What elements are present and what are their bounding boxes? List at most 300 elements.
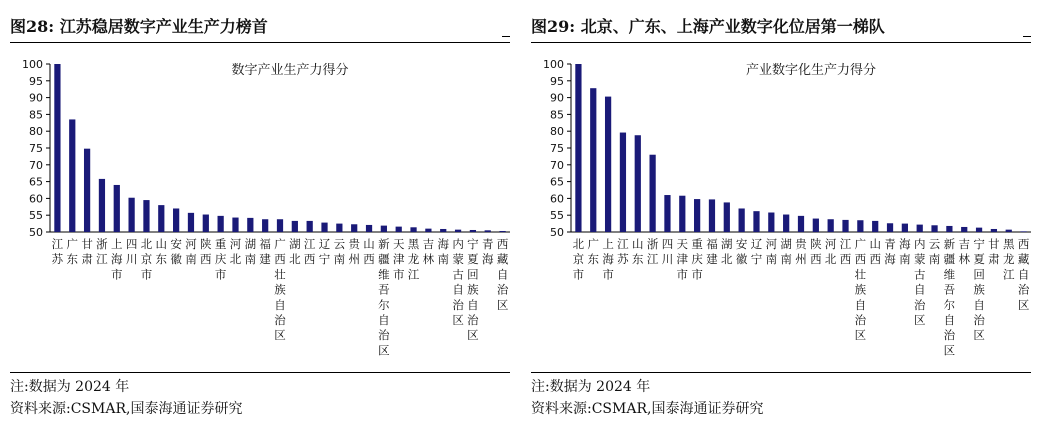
x-tick-char: 广	[66, 237, 79, 251]
x-tick-char: 古	[913, 267, 926, 282]
x-tick-char: 上	[602, 237, 614, 251]
x-tick-label	[67, 237, 79, 266]
x-tick-label	[973, 237, 985, 342]
x-tick-char: 藏	[1017, 252, 1030, 267]
x-tick-char: 宁	[467, 237, 479, 251]
x-tick-label	[929, 237, 941, 266]
x-tick-char: 北	[289, 252, 301, 267]
x-tick-char: 安	[735, 237, 748, 251]
x-tick-label	[677, 237, 689, 281]
x-tick-label	[602, 237, 614, 281]
x-tick-label	[869, 237, 881, 266]
x-tick-label	[647, 237, 659, 266]
x-tick-char: 西	[200, 252, 212, 267]
bar-青海	[485, 230, 491, 232]
x-tick-label	[855, 237, 867, 342]
x-tick-label	[156, 237, 168, 266]
x-tick-char: 区	[854, 328, 867, 343]
x-tick-char: 古	[452, 267, 464, 282]
x-tick-label	[245, 237, 257, 266]
y-tick-label: 95	[29, 74, 43, 88]
x-tick-char: 区	[1017, 297, 1030, 312]
x-tick-char: 西	[496, 237, 509, 251]
x-tick-char: 尔	[378, 297, 390, 312]
x-tick-char: 族	[467, 282, 479, 297]
x-tick-char: 陕	[200, 237, 212, 251]
x-tick-char: 海	[899, 237, 911, 251]
x-tick-char: 上	[111, 237, 123, 251]
bar-新疆维吾尔自治区	[381, 226, 387, 232]
x-tick-label	[884, 237, 896, 266]
bar-吉林	[961, 227, 967, 232]
note-rule	[531, 372, 1031, 373]
y-tick-label: 100	[22, 58, 43, 71]
x-tick-label	[215, 237, 227, 281]
x-tick-char: 江	[407, 267, 420, 282]
title-tick	[1023, 36, 1031, 37]
x-tick-char: 海	[111, 252, 123, 267]
bar-浙江	[649, 155, 655, 232]
x-tick-char: 海	[437, 237, 449, 251]
x-tick-char: 治	[854, 313, 867, 327]
x-tick-char: 湖	[289, 237, 301, 251]
bar-湖北	[724, 202, 730, 232]
bar-江西	[842, 220, 848, 232]
x-tick-label	[721, 237, 733, 266]
bar-辽宁	[753, 211, 759, 232]
x-tick-label	[467, 237, 479, 342]
bar-贵州	[351, 224, 357, 232]
x-tick-char: 龙	[407, 252, 420, 267]
x-tick-char: 市	[676, 267, 689, 282]
x-tick-char: 川	[661, 252, 674, 267]
y-tick-label: 65	[29, 175, 43, 189]
x-tick-char: 区	[943, 343, 956, 358]
x-tick-char: 内	[913, 237, 926, 251]
bar-山东	[158, 205, 164, 232]
x-tick-char: 山	[363, 237, 375, 251]
x-tick-char: 川	[125, 252, 138, 267]
figure-title: 图29: 北京、广东、上海产业数字化位居第一梯队	[531, 17, 885, 36]
x-tick-char: 河	[229, 237, 242, 251]
x-tick-label	[899, 237, 911, 266]
x-tick-char: 市	[140, 267, 153, 282]
x-tick-char: 南	[780, 252, 792, 267]
bar-甘肃	[991, 229, 997, 232]
x-tick-char: 黑	[1002, 237, 1015, 251]
y-tick-label: 65	[550, 175, 564, 189]
x-tick-char: 区	[452, 313, 464, 327]
x-tick-char: 宁	[750, 252, 763, 267]
y-tick-label: 75	[29, 142, 43, 155]
x-tick-char: 市	[111, 267, 123, 282]
bar-chart-industry-digitalization	[521, 48, 1041, 368]
x-tick-char: 徽	[735, 252, 748, 267]
x-tick-char: 内	[452, 237, 464, 251]
bar-青海	[887, 223, 893, 232]
bar-宁夏回族自治区	[976, 228, 982, 232]
x-tick-label	[751, 237, 763, 266]
x-tick-label	[766, 237, 778, 266]
bar-海南	[440, 229, 446, 232]
x-tick-char: 徽	[170, 252, 182, 267]
x-tick-char: 自	[913, 282, 926, 297]
bar-天津市	[679, 196, 685, 232]
figure-29-panel	[521, 0, 1041, 424]
x-tick-label	[662, 237, 674, 266]
x-tick-char: 自	[854, 297, 867, 312]
bar-内蒙古自治区	[455, 230, 461, 232]
x-tick-char: 江	[96, 252, 108, 267]
x-tick-label	[408, 237, 420, 281]
x-tick-label	[825, 237, 837, 266]
chart-title: 产业数字化生产力得分	[745, 63, 877, 78]
x-tick-char: 庆	[214, 252, 227, 267]
x-tick-char: 东	[155, 252, 168, 267]
x-tick-label	[319, 237, 331, 266]
x-tick-char: 安	[170, 237, 182, 251]
x-tick-char: 山	[155, 237, 168, 251]
x-tick-label	[52, 237, 64, 266]
x-tick-char: 南	[244, 252, 257, 267]
y-tick-label: 90	[29, 91, 43, 105]
x-tick-char: 维	[943, 267, 956, 282]
bar-广西壮族自治区	[857, 220, 863, 232]
y-tick-label: 60	[550, 192, 564, 206]
x-tick-char: 回	[467, 267, 479, 282]
x-tick-char: 浙	[646, 237, 659, 251]
x-tick-char: 自	[496, 267, 509, 282]
x-tick-char: 州	[348, 252, 360, 267]
bar-河北	[828, 219, 834, 232]
bar-西藏自治区	[499, 231, 505, 232]
x-tick-char: 浙	[96, 237, 108, 251]
x-tick-char: 治	[378, 328, 390, 343]
x-tick-label	[632, 237, 644, 266]
y-tick-label: 55	[29, 209, 43, 223]
y-tick-label: 100	[543, 58, 564, 71]
x-tick-char: 市	[392, 267, 405, 282]
x-tick-char: 西	[854, 252, 867, 267]
x-tick-char: 广	[274, 237, 286, 251]
x-tick-char: 治	[496, 282, 509, 297]
x-tick-label	[200, 237, 212, 266]
x-tick-char: 四	[125, 237, 138, 251]
y-tick-label: 80	[29, 125, 43, 139]
chart-note: 注:数据为 2024 年	[531, 379, 651, 395]
y-tick-label: 50	[550, 226, 564, 239]
x-tick-char: 南	[928, 252, 941, 267]
figure-28-panel	[0, 0, 520, 424]
bar-重庆市	[218, 216, 224, 232]
x-tick-char: 天	[392, 237, 405, 251]
x-tick-label	[348, 237, 361, 266]
bar-福建	[709, 199, 715, 232]
x-tick-label	[1003, 237, 1015, 281]
x-tick-char: 治	[943, 328, 956, 343]
y-tick-label: 70	[550, 158, 564, 172]
x-tick-char: 夏	[467, 252, 479, 267]
x-tick-label	[780, 237, 792, 266]
y-tick-label: 85	[29, 108, 43, 122]
x-tick-char: 东	[632, 252, 644, 267]
x-tick-char: 市	[572, 267, 585, 282]
x-tick-char: 东	[66, 252, 79, 267]
x-tick-label	[795, 237, 808, 266]
bar-江西	[307, 221, 313, 232]
x-tick-label	[497, 237, 509, 312]
y-tick-label: 70	[29, 158, 43, 172]
x-tick-char: 龙	[1002, 252, 1015, 267]
x-tick-char: 宁	[318, 252, 331, 267]
y-tick-label: 55	[550, 209, 564, 223]
bar-福建	[262, 219, 268, 232]
bar-山东	[635, 135, 641, 232]
x-tick-char: 山	[869, 237, 881, 251]
x-tick-char: 黑	[407, 237, 420, 251]
x-tick-char: 西	[810, 252, 822, 267]
title-rule	[531, 42, 1031, 43]
bar-广东	[69, 119, 75, 232]
x-tick-char: 吾	[378, 282, 390, 297]
x-tick-char: 贵	[795, 237, 807, 251]
x-tick-label	[393, 237, 405, 281]
x-tick-char: 新	[378, 237, 390, 251]
x-tick-char: 肃	[988, 252, 1000, 267]
bar-贵州	[798, 216, 804, 232]
x-tick-char: 湖	[721, 237, 733, 251]
bar-广东	[590, 88, 596, 232]
x-tick-char: 重	[214, 237, 227, 251]
x-tick-label	[1018, 237, 1030, 312]
bar-宁夏回族自治区	[470, 230, 476, 232]
x-tick-char: 津	[676, 252, 689, 267]
x-tick-char: 甘	[988, 237, 1000, 251]
x-tick-char: 南	[899, 252, 911, 267]
bar-云南	[931, 225, 937, 232]
x-tick-char: 西	[1017, 237, 1030, 251]
bar-陕西	[813, 219, 819, 232]
x-tick-char: 市	[214, 267, 227, 282]
x-tick-char: 福	[259, 237, 271, 251]
bar-陕西	[203, 215, 209, 232]
bar-江苏	[620, 133, 626, 232]
x-tick-label	[691, 237, 703, 281]
x-tick-char: 自	[274, 297, 286, 312]
x-tick-char: 江	[839, 237, 852, 251]
title-rule	[10, 42, 510, 43]
bar-北京市	[575, 64, 581, 232]
x-tick-label	[170, 237, 182, 266]
x-tick-char: 北	[721, 252, 733, 267]
bar-湖南	[247, 218, 253, 232]
x-tick-label	[230, 237, 242, 266]
x-tick-label	[289, 237, 301, 266]
x-tick-char: 天	[676, 237, 689, 251]
y-tick-label: 90	[550, 91, 564, 105]
bar-黑龙江	[1006, 230, 1012, 232]
x-tick-char: 回	[973, 267, 985, 282]
x-tick-char: 苏	[617, 252, 629, 267]
x-tick-char: 族	[274, 282, 286, 297]
x-tick-char: 北	[229, 252, 242, 267]
x-tick-char: 市	[602, 267, 614, 282]
bar-上海市	[128, 198, 134, 232]
y-tick-label: 80	[550, 125, 564, 139]
x-tick-char: 自	[452, 282, 464, 297]
x-tick-char: 自	[467, 297, 479, 312]
x-tick-label	[706, 237, 718, 266]
x-tick-char: 广	[854, 237, 867, 251]
x-tick-char: 建	[706, 252, 718, 267]
x-tick-char: 族	[854, 282, 867, 297]
x-tick-label	[185, 237, 197, 266]
bar-山西	[366, 225, 372, 232]
bar-西藏自治区	[1020, 231, 1026, 232]
x-tick-label	[274, 237, 286, 342]
x-tick-char: 区	[913, 313, 926, 327]
x-tick-label	[482, 237, 494, 266]
x-tick-char: 疆	[943, 252, 956, 267]
x-tick-char: 治	[913, 297, 926, 312]
x-tick-char: 族	[973, 282, 985, 297]
chart-note: 注:数据为 2024 年	[10, 379, 130, 395]
x-tick-char: 西	[303, 252, 316, 267]
x-tick-char: 疆	[378, 252, 390, 267]
x-tick-char: 津	[392, 252, 405, 267]
bar-江苏	[54, 64, 60, 232]
x-tick-char: 壮	[274, 267, 286, 282]
x-tick-char: 区	[496, 297, 509, 312]
x-tick-char: 自	[943, 313, 956, 327]
x-tick-char: 自	[1017, 267, 1030, 282]
x-tick-char: 市	[691, 267, 703, 282]
x-tick-char: 治	[452, 297, 464, 312]
bar-山西	[872, 221, 878, 232]
x-tick-char: 尔	[943, 297, 956, 312]
x-tick-char: 西	[274, 252, 286, 267]
bar-河北	[232, 218, 238, 232]
x-tick-label	[958, 237, 970, 266]
bar-河南	[768, 213, 774, 232]
x-tick-char: 江	[303, 237, 316, 251]
x-tick-char: 苏	[51, 252, 64, 267]
x-tick-label	[363, 237, 375, 266]
x-tick-char: 新	[943, 237, 956, 251]
x-tick-char: 吾	[943, 282, 956, 297]
bar-内蒙古自治区	[917, 225, 923, 232]
x-tick-char: 西	[869, 252, 881, 267]
x-tick-char: 南	[185, 252, 197, 267]
x-tick-char: 东	[587, 252, 600, 267]
x-tick-char: 海	[481, 252, 494, 267]
bar-云南	[336, 224, 342, 232]
x-tick-char: 海	[602, 252, 614, 267]
x-tick-char: 南	[333, 252, 346, 267]
x-tick-char: 庆	[691, 252, 703, 267]
x-tick-char: 河	[765, 237, 778, 251]
y-tick-label: 50	[29, 226, 43, 239]
chart-title: 数字产业生产力得分	[231, 63, 349, 78]
x-tick-char: 林	[958, 252, 970, 267]
x-tick-char: 北	[824, 252, 837, 267]
bar-安徽	[173, 208, 179, 232]
x-tick-char: 壮	[854, 267, 867, 282]
bar-湖北	[292, 221, 298, 232]
y-tick-label: 75	[550, 142, 564, 155]
y-tick-label: 60	[29, 192, 43, 206]
x-tick-char: 江	[617, 237, 629, 251]
x-tick-char: 州	[795, 252, 807, 267]
x-tick-label	[452, 237, 464, 327]
x-tick-char: 蒙	[913, 252, 926, 267]
x-tick-char: 建	[259, 252, 271, 267]
x-tick-label	[378, 237, 390, 357]
x-tick-label	[81, 237, 93, 266]
x-tick-char: 河	[824, 237, 837, 251]
x-tick-char: 青	[481, 237, 494, 251]
bar-吉林	[425, 229, 431, 232]
x-tick-char: 治	[467, 313, 479, 327]
x-tick-label	[914, 237, 926, 327]
bar-河南	[188, 213, 194, 232]
x-tick-char: 西	[839, 252, 852, 267]
x-tick-char: 北	[572, 237, 585, 251]
x-tick-char: 山	[632, 237, 644, 251]
chart-source: 资料来源:CSMAR,国泰海通证券研究	[10, 401, 243, 417]
x-tick-label	[810, 237, 822, 266]
bar-安徽	[739, 208, 745, 232]
bar-北京市	[143, 200, 149, 232]
title-tick	[502, 36, 510, 37]
x-tick-char: 区	[467, 328, 479, 343]
x-tick-char: 藏	[496, 252, 509, 267]
x-tick-label	[423, 237, 435, 266]
bar-广西壮族自治区	[277, 219, 283, 232]
bar-重庆市	[694, 199, 700, 232]
x-tick-char: 南	[765, 252, 778, 267]
x-tick-label	[736, 237, 748, 266]
bar-chart-digital-industry	[0, 48, 520, 368]
x-tick-char: 河	[185, 237, 197, 251]
bar-黑龙江	[410, 227, 416, 232]
x-tick-label	[588, 237, 600, 266]
x-tick-char: 福	[706, 237, 718, 251]
x-tick-char: 湖	[780, 237, 792, 251]
y-tick-label: 85	[550, 108, 564, 122]
note-rule	[10, 372, 510, 373]
bar-四川	[114, 185, 120, 232]
x-tick-label	[304, 237, 316, 266]
bar-湖南	[783, 215, 789, 232]
x-tick-char: 广	[587, 237, 600, 251]
x-tick-char: 陕	[810, 237, 822, 251]
bar-新疆维吾尔自治区	[946, 226, 952, 232]
x-tick-label	[111, 237, 123, 281]
x-tick-char: 区	[378, 343, 390, 358]
x-tick-char: 自	[973, 297, 985, 312]
x-tick-char: 自	[378, 313, 390, 327]
x-tick-char: 蒙	[452, 252, 464, 267]
x-tick-char: 云	[333, 237, 346, 251]
x-tick-char: 夏	[973, 252, 985, 267]
bar-浙江	[99, 179, 105, 232]
x-tick-char: 江	[646, 252, 659, 267]
x-tick-label	[617, 237, 629, 266]
x-tick-char: 甘	[81, 237, 93, 251]
x-tick-char: 林	[422, 252, 435, 267]
x-tick-label	[126, 237, 138, 266]
